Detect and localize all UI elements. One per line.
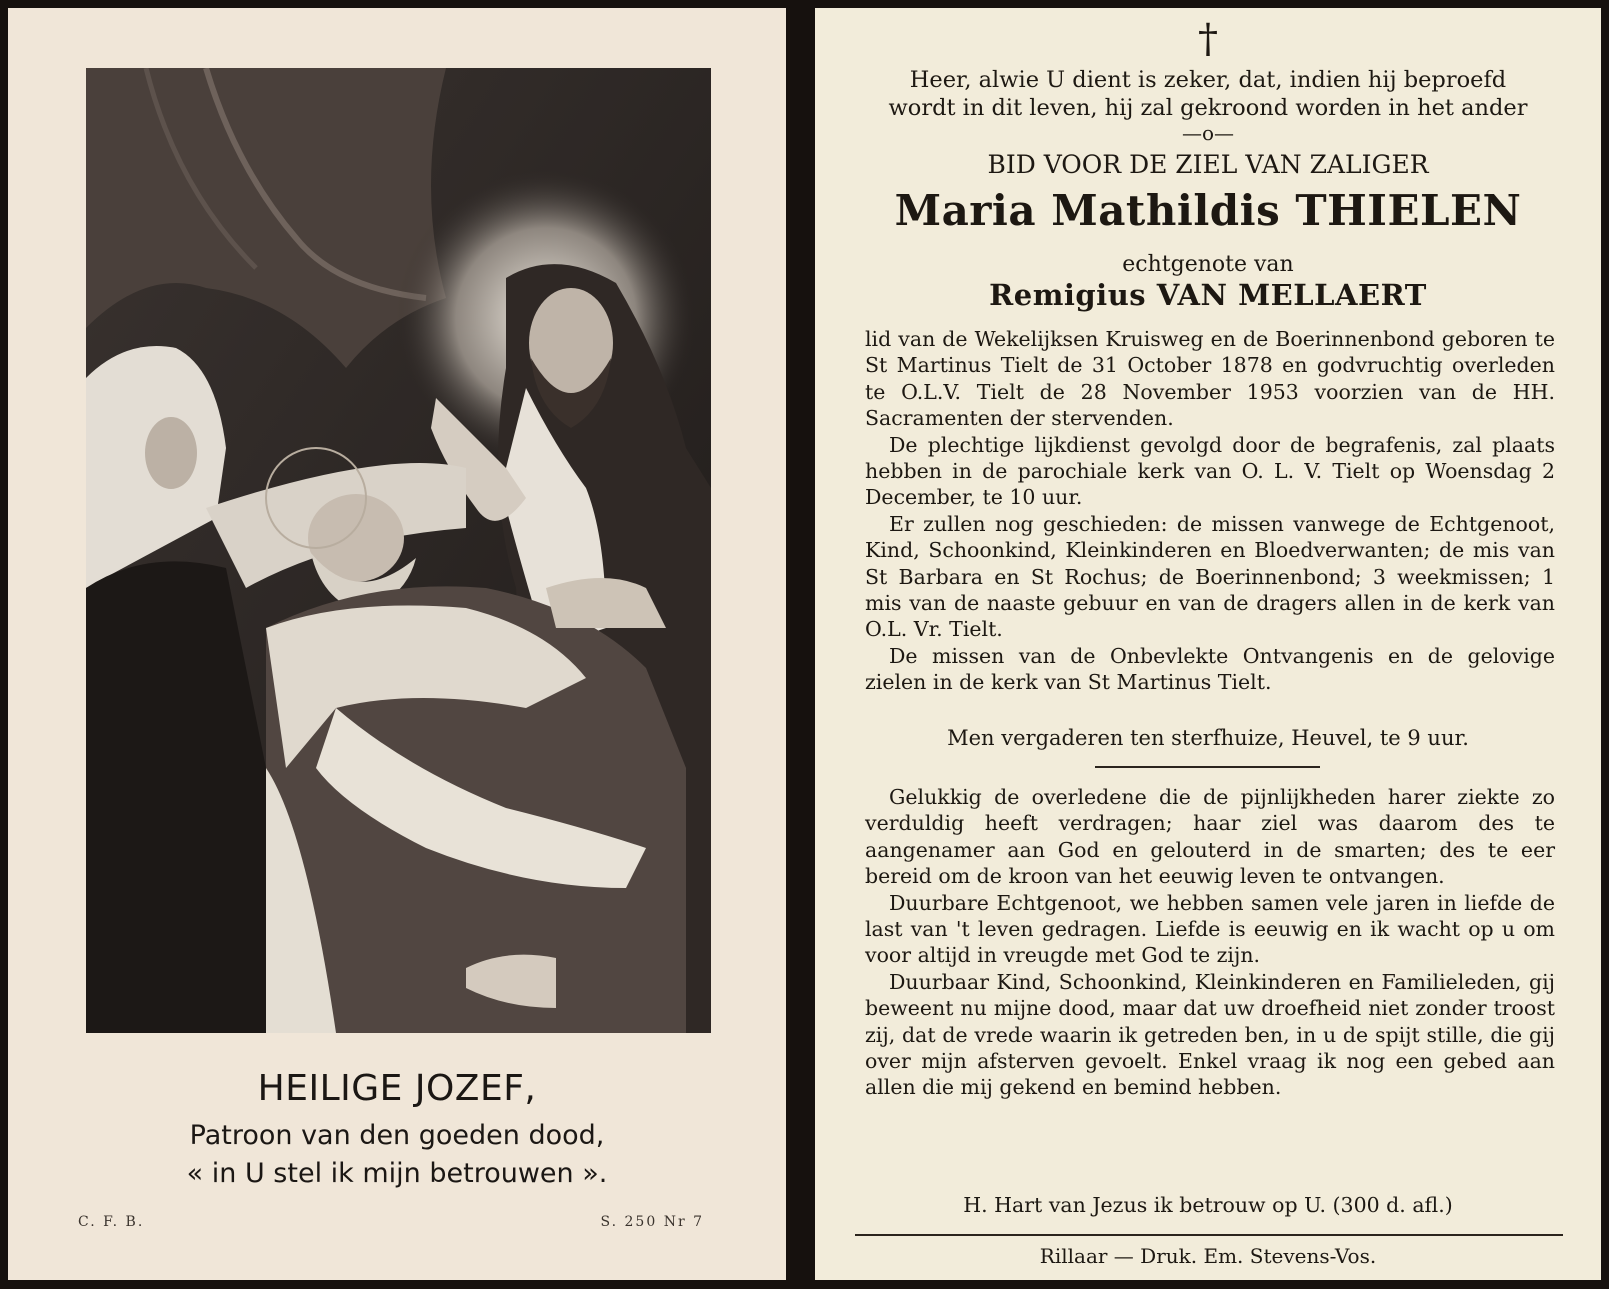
bible-verse <box>815 66 1601 122</box>
spouse-label: echtgenote van <box>1122 252 1294 277</box>
verse-line-1: Heer, alwie U dient is zeker, dat, indien hij beproefd <box>909 67 1507 93</box>
separator: —o— <box>1181 121 1235 145</box>
paragraph-other-masses: De missen van de Onbevlekte Ontvangenis en de gelovige zielen in de kerk van St Martinus Tielt. <box>865 643 1555 695</box>
paragraph-masses: Er zullen nog geschieden: de missen vanwege de Echtgenoot, Kind, Schoonkind, Kleinkinderen en Bloedverwanten; de mis van St Barbara en St Rochus; de Boerinnenbond; 3 weekmissen; 1 mis van de naaste gebuur en van de dragers allen in de kerk van O.L. Vr. Tielt. <box>865 511 1555 642</box>
holy-card-front <box>8 8 786 1280</box>
memorial-card-back <box>815 8 1601 1280</box>
spouse-name: Remigius VAN MELLAERT <box>989 278 1427 312</box>
card-subtitle-line-2: « in U stel ik mijn betrouwen ». <box>186 1158 608 1189</box>
paragraph-blessed: Gelukkig de overledene die de pijnlijkheden harer ziekte zo verduldig heeft verdragen; haar ziel was daarom des te aangenamer aan God en gelouterd in de smarten; des te eer bereid om de kroon van het eeuwig leven te ontvangen. <box>865 785 1555 889</box>
devotional-image-death-of-saint-joseph <box>86 68 711 1033</box>
card-divider <box>786 0 815 1289</box>
indulgence-prayer: H. Hart van Jezus ik betrouw op U. (300 d. afl.) <box>963 1193 1453 1217</box>
obituary-text <box>865 326 1555 696</box>
cross-icon: † <box>1198 16 1218 62</box>
printer-credit: Rillaar — Druk. Em. Stevens-Vos. <box>1039 1244 1377 1268</box>
deceased-name: Maria Mathildis THIELEN <box>894 186 1522 235</box>
divider-line <box>1095 766 1320 768</box>
prayer-heading: BID VOOR DE ZIEL VAN ZALIGER <box>987 150 1429 179</box>
printer-mark-left: C. F. B. <box>78 1214 145 1230</box>
paragraph-spouse: Duurbare Echtgenoot, we hebben samen vele jaren in liefde de last van 't leven gedragen. Liefde is eeuwig en ik wacht op u om voor altijd in vreugde met God te zijn. <box>865 890 1555 968</box>
farewell-text <box>865 784 1555 1101</box>
printer-mark-right: S. 250 Nr 7 <box>600 1214 704 1230</box>
gathering-notice: Men vergaderen ten sterfhuize, Heuvel, te 9 uur. <box>947 726 1469 750</box>
paragraph-funeral: De plechtige lijkdienst gevolgd door de begrafenis, zal plaats hebben in de parochiale kerk van O. L. V. Tielt op Woensdag 2 December, te 10 uur. <box>865 432 1555 510</box>
footer-line <box>855 1234 1563 1236</box>
paragraph-biography: lid van de Wekelijksen Kruisweg en de Boerinnenbond geboren te St Martinus Tielt de 31 October 1878 en godvruchtig overleden te O.L.V. Tielt de 28 November 1953 voorzien van de HH. Sacramenten der stervenden. <box>865 327 1555 431</box>
paragraph-family: Duurbaar Kind, Schoonkind, Kleinkinderen en Familieleden, gij beweent nu mijne dood, maar dat uw droefheid niet zonder troost zij, dat de vrede waarin ik getreden ben, in u de spijt stille, die gij over mijn afsterven gevoelt. Enkel vraag ik nog een gebed aan allen die mij gekend en bemind hebben. <box>865 969 1555 1100</box>
card-subtitle-line-1: Patroon van den goeden dood, <box>189 1120 605 1151</box>
verse-line-2: wordt in dit leven, hij zal gekroond worden in het ander <box>888 95 1528 121</box>
card-title: HEILIGE JOZEF, <box>257 1068 537 1109</box>
